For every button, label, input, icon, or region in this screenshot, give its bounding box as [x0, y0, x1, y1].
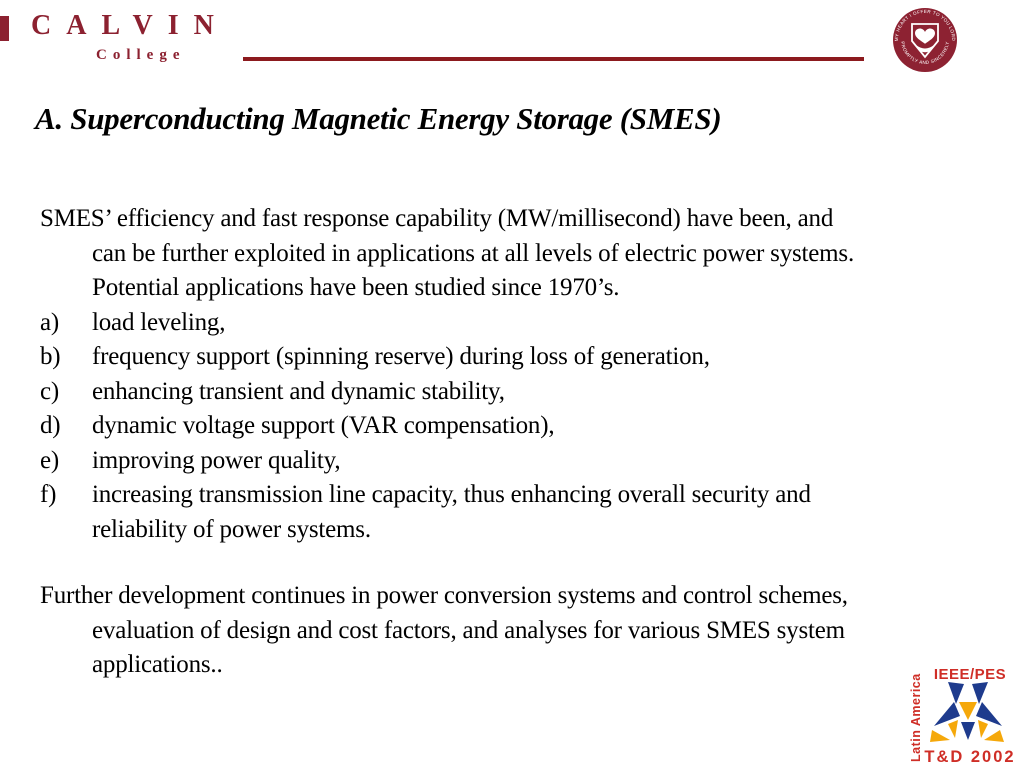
list-item-b	[40, 340, 1024, 375]
paragraph2-line3: applications..	[92, 651, 223, 678]
list-text-a: load leveling,	[92, 308, 226, 336]
list-item-e	[40, 444, 1024, 479]
calvin-college-seal-icon	[891, 6, 959, 74]
calvin-college-subword: College	[96, 47, 186, 63]
left-edge-accent-bar	[0, 16, 9, 41]
ieee-pes-td2002-logo	[900, 658, 1018, 768]
list-marker-c: c)	[40, 377, 60, 405]
list-marker-d: d)	[40, 412, 61, 439]
td-2002-label: T&D 2002	[924, 748, 1016, 766]
list-item-f	[40, 478, 1024, 513]
paragraph1-line3: Potential applications have been studied since 1970’s.	[92, 274, 620, 301]
list-item-f-continuation: reliability of power systems.	[92, 515, 371, 543]
paragraph2-line2: evaluation of design and cost factors, and analyses for various SMES system	[92, 616, 845, 644]
list-item-a	[40, 306, 1024, 341]
list-marker-e: e)	[40, 446, 60, 474]
list-text-c: enhancing transient and dynamic stability,	[92, 377, 505, 405]
header-divider-rule	[243, 57, 864, 61]
list-marker-a: a)	[40, 308, 60, 336]
list-marker-b: b)	[40, 343, 61, 370]
latin-america-label: Latin America	[909, 673, 923, 762]
paragraph-spacer	[40, 547, 1024, 579]
slide-body	[40, 202, 1024, 683]
seal-motto-top: MY HEART I OFFER TO YOU LORD	[893, 8, 957, 42]
list-item-d	[40, 409, 1024, 444]
paragraph1-line1: SMES’ efficiency and fast response capability (MW/millisecond) have been, and	[40, 205, 834, 232]
list-text-e: improving power quality,	[92, 446, 341, 474]
list-text-b: frequency support (spinning reserve) during loss of generation,	[92, 343, 710, 370]
ieee-pes-label: IEEE/PES	[933, 666, 1007, 683]
calvin-college-wordmark: CALVIN	[31, 10, 229, 41]
pes-triangles-icon	[930, 682, 1004, 742]
paragraph1-line2: can be further exploited in applications at all levels of electric power systems.	[92, 239, 854, 267]
slide-title: A. Superconducting Magnetic Energy Storage (SMES)	[35, 101, 722, 136]
paragraph2-line1: Further development continues in power conversion systems and control schemes,	[40, 582, 848, 609]
list-text-d: dynamic voltage support (VAR compensation),	[92, 412, 555, 439]
seal-motto-bottom: PROMPTLY AND SINCERELY	[900, 41, 950, 66]
list-text-f: increasing transmission line capacity, thus enhancing overall security and	[92, 481, 811, 508]
list-item-c	[40, 375, 1024, 410]
list-marker-f: f)	[40, 481, 57, 508]
